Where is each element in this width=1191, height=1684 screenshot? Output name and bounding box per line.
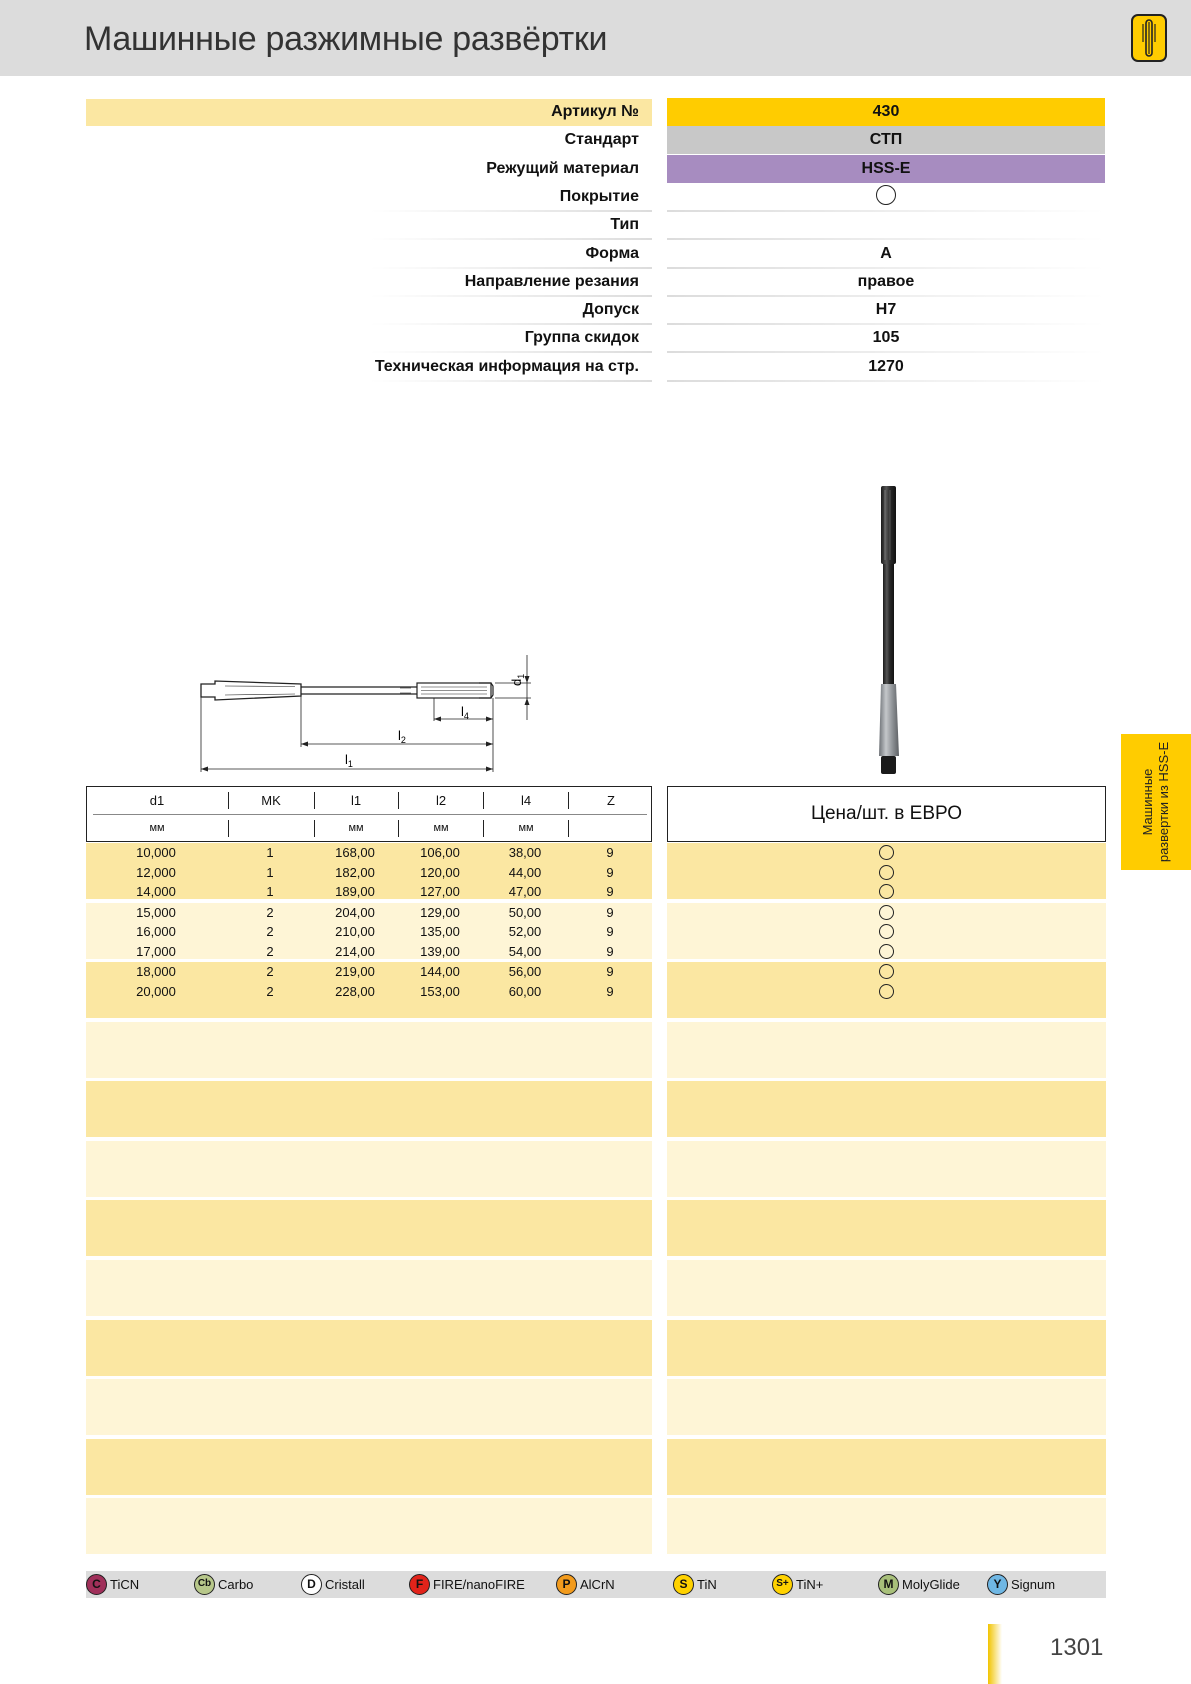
cell-l4: 52,00 [508, 924, 542, 939]
availability-circle-icon [879, 865, 894, 880]
table-band [667, 1320, 1106, 1376]
column-separator [228, 820, 229, 837]
availability-circle-icon [879, 944, 894, 959]
column-separator [314, 792, 315, 809]
cell-l2: 139,00 [420, 944, 460, 959]
column-unit: мм [348, 822, 364, 834]
spec-label: Форма [585, 244, 639, 262]
cell-z: 9 [606, 924, 614, 939]
column-header-mk: MK [261, 793, 281, 808]
table-band [86, 1320, 652, 1376]
availability-circle-icon [879, 845, 894, 860]
column-header-l4: l4 [520, 793, 532, 808]
coating-badge-icon: M [878, 1574, 899, 1595]
spec-row [0, 211, 1191, 239]
page-number: 1301 [1050, 1634, 1104, 1661]
table-band [667, 1379, 1106, 1435]
legend-label: AlCrN [580, 1577, 615, 1592]
legend-item [987, 1571, 1055, 1598]
table-band [86, 1141, 652, 1197]
availability-circle-icon [879, 964, 894, 979]
spec-row [0, 126, 1191, 154]
cell-mk: 2 [266, 905, 274, 920]
column-separator [398, 792, 399, 809]
coating-badge-icon: C [86, 1574, 107, 1595]
cell-l1: 182,00 [335, 865, 375, 880]
table-band [667, 1022, 1106, 1078]
table-row[interactable] [86, 863, 652, 883]
column-separator [483, 792, 484, 809]
cell-d1: 18,000 [136, 964, 176, 979]
price-cell[interactable] [667, 882, 1106, 902]
cell-mk: 1 [266, 884, 274, 899]
table-band [667, 1439, 1106, 1495]
price-cell[interactable] [667, 942, 1106, 962]
column-header-d1: d1 [149, 793, 165, 808]
cell-mk: 1 [266, 865, 274, 880]
cell-l4: 50,00 [508, 905, 542, 920]
cell-mk: 2 [266, 964, 274, 979]
price-cell[interactable] [667, 922, 1106, 942]
availability-circle-icon [879, 984, 894, 999]
table-row[interactable] [86, 922, 652, 942]
table-band [667, 1141, 1106, 1197]
spec-row [0, 155, 1191, 183]
cell-l2: 135,00 [420, 924, 460, 939]
cell-mk: 2 [266, 984, 274, 999]
cell-l2: 127,00 [420, 884, 460, 899]
cell-l1: 228,00 [335, 984, 375, 999]
cell-d1: 14,000 [136, 884, 176, 899]
spec-label: Направление резания [464, 272, 639, 290]
spec-value: правое [857, 272, 915, 290]
legend-label: Signum [1011, 1577, 1056, 1592]
cell-l2: 120,00 [420, 865, 460, 880]
cell-z: 9 [606, 984, 614, 999]
cell-l1: 168,00 [335, 845, 375, 860]
table-row[interactable] [86, 882, 652, 902]
cell-d1: 20,000 [136, 984, 176, 999]
spec-value: 430 [667, 98, 1105, 126]
cell-mk: 2 [266, 944, 274, 959]
cell-z: 9 [606, 964, 614, 979]
spec-value: HSS-E [667, 155, 1105, 183]
coating-badge-icon: F [409, 1574, 430, 1595]
spec-row [0, 296, 1191, 324]
coating-badge-icon: Cb [194, 1574, 215, 1595]
spec-row [0, 183, 1191, 211]
column-separator [483, 820, 484, 837]
table-band [667, 1081, 1106, 1137]
price-cell[interactable] [667, 903, 1106, 923]
price-cell[interactable] [667, 863, 1106, 883]
page-header [0, 0, 1191, 76]
cell-l2: 106,00 [420, 845, 460, 860]
spec-row [0, 324, 1191, 352]
table-row[interactable] [86, 982, 652, 1002]
legend-item [556, 1571, 615, 1598]
column-separator [568, 820, 569, 837]
dim-label-l1: $l_1$ [345, 752, 353, 769]
spec-label: Тип [610, 216, 639, 234]
coating-badge-icon: S [673, 1574, 694, 1595]
table-band [86, 1498, 652, 1554]
spec-value: H7 [875, 301, 897, 319]
cell-l4: 47,00 [508, 884, 542, 899]
table-band [667, 1498, 1106, 1554]
cell-l4: 38,00 [508, 845, 542, 860]
spec-label: Режущий материал [486, 159, 639, 177]
cell-mk: 1 [266, 845, 274, 860]
page-title: Машинные разжимные развёртки [84, 20, 608, 58]
header-divider [93, 814, 647, 815]
column-separator [228, 792, 229, 809]
cell-z: 9 [606, 905, 614, 920]
spec-row [0, 353, 1191, 381]
legend-label: TiCN [110, 1577, 140, 1592]
cell-l4: 60,00 [508, 984, 542, 999]
cell-l4: 44,00 [508, 865, 542, 880]
cell-l1: 214,00 [335, 944, 375, 959]
price-column-header: Цена/шт. в ЕВРО [667, 786, 1106, 842]
legend-item [878, 1571, 960, 1598]
legend-item [194, 1571, 253, 1598]
table-row[interactable] [86, 942, 652, 962]
cell-d1: 15,000 [136, 905, 176, 920]
legend-label: TiN+ [796, 1577, 824, 1592]
legend-item [772, 1571, 823, 1598]
cell-z: 9 [606, 884, 614, 899]
spec-label: Стандарт [564, 131, 639, 149]
table-band [667, 1260, 1106, 1316]
side-tab-label: Машинные развертки из HSS-E [1140, 741, 1171, 863]
column-separator [398, 820, 399, 837]
availability-circle-icon [879, 924, 894, 939]
dimension-drawing [195, 650, 540, 775]
cell-l2: 153,00 [420, 984, 460, 999]
legend-label: MolyGlide [902, 1577, 960, 1592]
column-header-l2: l2 [435, 793, 447, 808]
dim-label-d1: $d_1$ [509, 673, 526, 686]
section-side-tab[interactable] [1121, 734, 1191, 870]
column-separator [314, 820, 315, 837]
reamer-logo-icon [1131, 14, 1167, 62]
table-band [667, 1200, 1106, 1256]
column-header-l1: l1 [350, 793, 362, 808]
table-band [86, 1439, 652, 1495]
availability-circle-icon [879, 884, 894, 899]
spec-row [0, 240, 1191, 268]
coating-badge-icon: P [556, 1574, 577, 1595]
spec-row [0, 268, 1191, 296]
spec-label: Допуск [582, 301, 639, 319]
table-band [86, 1200, 652, 1256]
cell-d1: 17,000 [136, 944, 176, 959]
price-cell[interactable] [667, 843, 1106, 863]
table-band [86, 1260, 652, 1316]
dim-label-l4: $l_4$ [461, 704, 469, 721]
table-band [86, 1081, 652, 1137]
cell-l1: 204,00 [335, 905, 375, 920]
cell-l1: 210,00 [335, 924, 375, 939]
spec-label: Техническая информация на стр. [374, 357, 639, 375]
table-band [86, 1379, 652, 1435]
availability-circle-icon [879, 905, 894, 920]
legend-item [673, 1571, 717, 1598]
legend-item [86, 1571, 139, 1598]
column-header-z: Z [607, 793, 615, 808]
legend-label: TiN [697, 1577, 717, 1592]
coating-badge-icon: D [301, 1574, 322, 1595]
coating-legend [86, 1571, 1106, 1598]
column-unit: мм [149, 822, 165, 834]
cell-z: 9 [606, 845, 614, 860]
cell-l2: 129,00 [420, 905, 460, 920]
dim-label-l2: $l_2$ [398, 728, 406, 745]
spec-value [667, 183, 1105, 211]
spec-value: СТП [667, 126, 1105, 154]
table-row[interactable] [86, 962, 652, 982]
cell-l1: 219,00 [335, 964, 375, 979]
price-cell[interactable] [667, 962, 1106, 982]
price-cell[interactable] [667, 982, 1106, 1002]
page-number-bar [988, 1624, 1002, 1684]
cell-l4: 56,00 [508, 964, 542, 979]
cell-mk: 2 [266, 924, 274, 939]
spec-value: 1270 [868, 357, 904, 375]
spec-value [667, 211, 1105, 239]
cell-l2: 144,00 [420, 964, 460, 979]
spec-label: Покрытие [559, 187, 639, 205]
cell-d1: 10,000 [136, 845, 176, 860]
data-table-header [86, 786, 652, 842]
column-unit: мм [433, 822, 449, 834]
cell-l1: 189,00 [335, 884, 375, 899]
uncoated-circle-icon [876, 185, 896, 205]
reamer-tool-image [877, 486, 905, 776]
spec-label: Группа скидок [524, 329, 639, 347]
cell-z: 9 [606, 865, 614, 880]
coating-badge-icon: S+ [772, 1574, 793, 1595]
table-row[interactable] [86, 903, 652, 923]
table-band [86, 1022, 652, 1078]
spec-value: A [880, 244, 892, 262]
cell-z: 9 [606, 944, 614, 959]
legend-item [409, 1571, 525, 1598]
spec-label: Артикул № [551, 103, 639, 120]
legend-label: FIRE/nanoFIRE [433, 1577, 525, 1592]
legend-item [301, 1571, 365, 1598]
coating-badge-icon: Y [987, 1574, 1008, 1595]
cell-d1: 16,000 [136, 924, 176, 939]
spec-row [0, 98, 1191, 126]
column-unit: мм [518, 822, 534, 834]
legend-label: Carbo [218, 1577, 254, 1592]
column-separator [568, 792, 569, 809]
cell-l4: 54,00 [508, 944, 542, 959]
legend-label: Cristall [325, 1577, 365, 1592]
spec-value: 105 [872, 329, 900, 347]
cell-d1: 12,000 [136, 865, 176, 880]
table-row[interactable] [86, 843, 652, 863]
